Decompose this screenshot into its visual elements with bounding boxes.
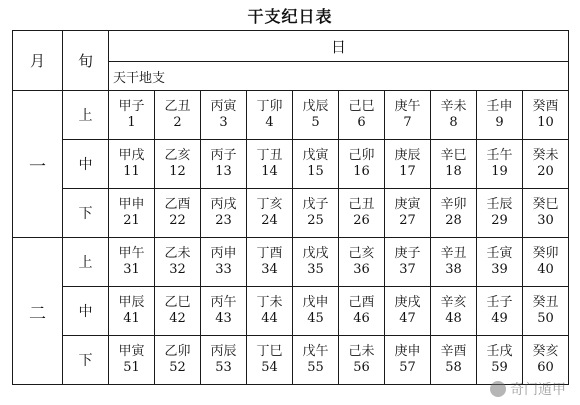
ganzhi-name: 丙寅 [210,99,237,114]
ganzhi-cell [293,140,339,189]
ganzhi-name: 丁卯 [256,99,283,114]
ganzhi-cell [431,140,477,189]
ganzhi-cell [477,336,523,385]
ganzhi-cell [109,336,155,385]
day-number: 31 [123,262,140,277]
ganzhi-name: 乙酉 [164,197,191,212]
day-number: 50 [537,311,554,326]
ganzhi-cell [431,287,477,336]
xun-label: 中 [63,287,109,336]
ganzhi-cell [247,140,293,189]
ganzhi-cell [201,189,247,238]
day-number: 16 [353,164,370,179]
ganzhi-name: 甲子 [118,99,145,114]
ganzhi-name: 庚午 [394,99,421,114]
ganzhi-name: 乙未 [164,246,191,261]
ganzhi-cell [385,287,431,336]
ganzhi-name: 戊辰 [302,99,329,114]
ganzhi-name: 庚寅 [394,197,421,212]
table-row [13,91,569,140]
ganzhi-cell [293,91,339,140]
ganzhi-cell [477,287,523,336]
ganzhi-name: 戊寅 [302,148,329,163]
header-day: 日 [109,31,569,62]
day-number: 47 [399,311,416,326]
ganzhi-name: 乙丑 [164,99,191,114]
ganzhi-name: 庚子 [394,246,421,261]
ganzhi-name: 丁亥 [256,197,283,212]
ganzhi-cell [155,140,201,189]
day-number: 10 [537,115,554,130]
ganzhi-name: 壬辰 [486,197,513,212]
xun-label: 上 [63,91,109,140]
ganzhi-name: 癸酉 [532,99,559,114]
ganzhi-cell [201,336,247,385]
day-number: 14 [261,164,278,179]
ganzhi-cell [155,287,201,336]
ganzhi-cell [155,189,201,238]
header-row [13,31,569,62]
ganzhi-name: 甲申 [118,197,145,212]
ganzhi-cell [293,189,339,238]
ganzhi-day-table [12,30,569,385]
day-number: 36 [353,262,370,277]
day-number: 49 [491,311,508,326]
ganzhi-cell [385,336,431,385]
ganzhi-cell [339,91,385,140]
day-number: 35 [307,262,324,277]
day-number: 11 [123,164,140,179]
month-label: 二 [13,238,63,385]
ganzhi-cell [523,287,569,336]
ganzhi-name: 戊申 [302,295,329,310]
ganzhi-name: 己巳 [348,99,375,114]
ganzhi-cell [201,91,247,140]
ganzhi-cell [339,140,385,189]
table-row [13,140,569,189]
ganzhi-name: 癸卯 [532,246,559,261]
day-number: 42 [169,311,186,326]
ganzhi-name: 己丑 [348,197,375,212]
day-number: 25 [307,213,324,228]
ganzhi-cell [293,287,339,336]
table-row [13,336,569,385]
ganzhi-cell [109,238,155,287]
header-month: 月 [13,31,63,91]
day-number: 46 [353,311,370,326]
xun-label: 下 [63,189,109,238]
day-number: 6 [357,115,366,130]
page-title: 干支纪日表 [247,7,333,26]
ganzhi-name: 癸丑 [532,295,559,310]
day-number: 26 [353,213,370,228]
ganzhi-cell [523,336,569,385]
ganzhi-name: 乙巳 [164,295,191,310]
day-number: 40 [537,262,554,277]
wechat-icon [490,381,506,397]
ganzhi-name: 丙戌 [210,197,237,212]
ganzhi-cell [201,238,247,287]
day-number: 59 [491,360,508,375]
ganzhi-cell [293,336,339,385]
ganzhi-cell [201,287,247,336]
ganzhi-name: 辛巳 [440,148,467,163]
day-number: 5 [311,115,320,130]
ganzhi-cell [109,91,155,140]
ganzhi-cell [523,189,569,238]
ganzhi-name: 丙子 [210,148,237,163]
ganzhi-name: 辛丑 [440,246,467,261]
day-number: 20 [537,164,554,179]
ganzhi-name: 壬午 [486,148,513,163]
day-number: 56 [353,360,370,375]
ganzhi-cell [431,238,477,287]
ganzhi-name: 乙亥 [164,148,191,163]
xun-label: 下 [63,336,109,385]
ganzhi-cell [201,140,247,189]
ganzhi-name: 丁丑 [256,148,283,163]
day-number: 39 [491,262,508,277]
month-label: 一 [13,91,63,238]
day-number: 28 [445,213,462,228]
day-number: 55 [307,360,324,375]
day-number: 23 [215,213,232,228]
ganzhi-cell [155,91,201,140]
ganzhi-cell [293,238,339,287]
day-number: 51 [123,360,140,375]
day-number: 44 [261,311,278,326]
ganzhi-cell [247,189,293,238]
day-number: 41 [123,311,140,326]
ganzhi-name: 癸未 [532,148,559,163]
table-row [13,189,569,238]
ganzhi-name: 甲戌 [118,148,145,163]
ganzhi-name: 甲寅 [118,344,145,359]
ganzhi-cell [385,189,431,238]
day-number: 60 [537,360,554,375]
day-number: 15 [307,164,324,179]
ganzhi-cell [339,336,385,385]
ganzhi-name: 庚申 [394,344,421,359]
ganzhi-cell [339,238,385,287]
day-number: 43 [215,311,232,326]
day-number: 1 [127,115,136,130]
ganzhi-cell [109,140,155,189]
day-number: 7 [403,115,412,130]
table-row [13,287,569,336]
day-number: 58 [445,360,462,375]
ganzhi-cell [339,287,385,336]
ganzhi-cell [155,238,201,287]
day-number: 45 [307,311,324,326]
ganzhi-cell [247,287,293,336]
ganzhi-cell [477,238,523,287]
ganzhi-name: 壬子 [486,295,513,310]
day-number: 13 [215,164,232,179]
ganzhi-name: 己亥 [348,246,375,261]
ganzhi-cell [523,91,569,140]
day-number: 29 [491,213,508,228]
ganzhi-cell [385,238,431,287]
ganzhi-name: 丁未 [256,295,283,310]
ganzhi-name: 丙申 [210,246,237,261]
table-body [13,31,569,385]
day-number: 37 [399,262,416,277]
header-ganzhi: 天干地支 [109,62,569,91]
ganzhi-name: 癸巳 [532,197,559,212]
watermark-text: 奇门遁甲 [510,382,566,398]
ganzhi-name: 辛酉 [440,344,467,359]
day-number: 48 [445,311,462,326]
ganzhi-name: 辛卯 [440,197,467,212]
table-row [13,238,569,287]
ganzhi-cell [523,140,569,189]
ganzhi-cell [431,91,477,140]
ganzhi-name: 壬寅 [486,246,513,261]
day-number: 19 [491,164,508,179]
ganzhi-name: 庚辰 [394,148,421,163]
ganzhi-name: 壬戌 [486,344,513,359]
day-number: 18 [445,164,462,179]
ganzhi-cell [523,238,569,287]
ganzhi-cell [339,189,385,238]
xun-label: 中 [63,140,109,189]
day-number: 57 [399,360,416,375]
day-number: 32 [169,262,186,277]
ganzhi-cell [247,91,293,140]
ganzhi-name: 丙辰 [210,344,237,359]
day-number: 34 [261,262,278,277]
ganzhi-cell [431,336,477,385]
day-number: 21 [123,213,140,228]
day-number: 8 [449,115,458,130]
ganzhi-name: 癸亥 [532,344,559,359]
ganzhi-name: 甲午 [118,246,145,261]
ganzhi-cell [385,140,431,189]
ganzhi-name: 戊戌 [302,246,329,261]
ganzhi-cell [477,140,523,189]
ganzhi-name: 辛亥 [440,295,467,310]
day-number: 17 [399,164,416,179]
ganzhi-cell [109,189,155,238]
xun-label: 上 [63,238,109,287]
day-number: 24 [261,213,278,228]
day-number: 2 [173,115,182,130]
day-number: 22 [169,213,186,228]
day-number: 54 [261,360,278,375]
ganzhi-name: 己未 [348,344,375,359]
day-number: 9 [495,115,504,130]
ganzhi-name: 辛未 [440,99,467,114]
ganzhi-name: 庚戌 [394,295,421,310]
ganzhi-name: 甲辰 [118,295,145,310]
watermark [490,379,566,399]
day-number: 3 [219,115,228,130]
ganzhi-name: 壬申 [486,99,513,114]
day-number: 52 [169,360,186,375]
day-number: 53 [215,360,232,375]
day-number: 33 [215,262,232,277]
ganzhi-name: 丙午 [210,295,237,310]
ganzhi-name: 丁酉 [256,246,283,261]
day-number: 12 [169,164,186,179]
day-number: 27 [399,213,416,228]
ganzhi-cell [385,91,431,140]
ganzhi-cell [247,336,293,385]
ganzhi-cell [109,287,155,336]
ganzhi-name: 丁巳 [256,344,283,359]
ganzhi-cell [155,336,201,385]
ganzhi-cell [431,189,477,238]
ganzhi-name: 己酉 [348,295,375,310]
ganzhi-name: 乙卯 [164,344,191,359]
ganzhi-cell [477,189,523,238]
day-number: 38 [445,262,462,277]
day-number: 30 [537,213,554,228]
ganzhi-cell [477,91,523,140]
ganzhi-name: 己卯 [348,148,375,163]
header-xun: 旬 [63,31,109,91]
day-number: 4 [265,115,274,130]
ganzhi-cell [247,238,293,287]
ganzhi-name: 戊午 [302,344,329,359]
ganzhi-name: 戊子 [302,197,329,212]
